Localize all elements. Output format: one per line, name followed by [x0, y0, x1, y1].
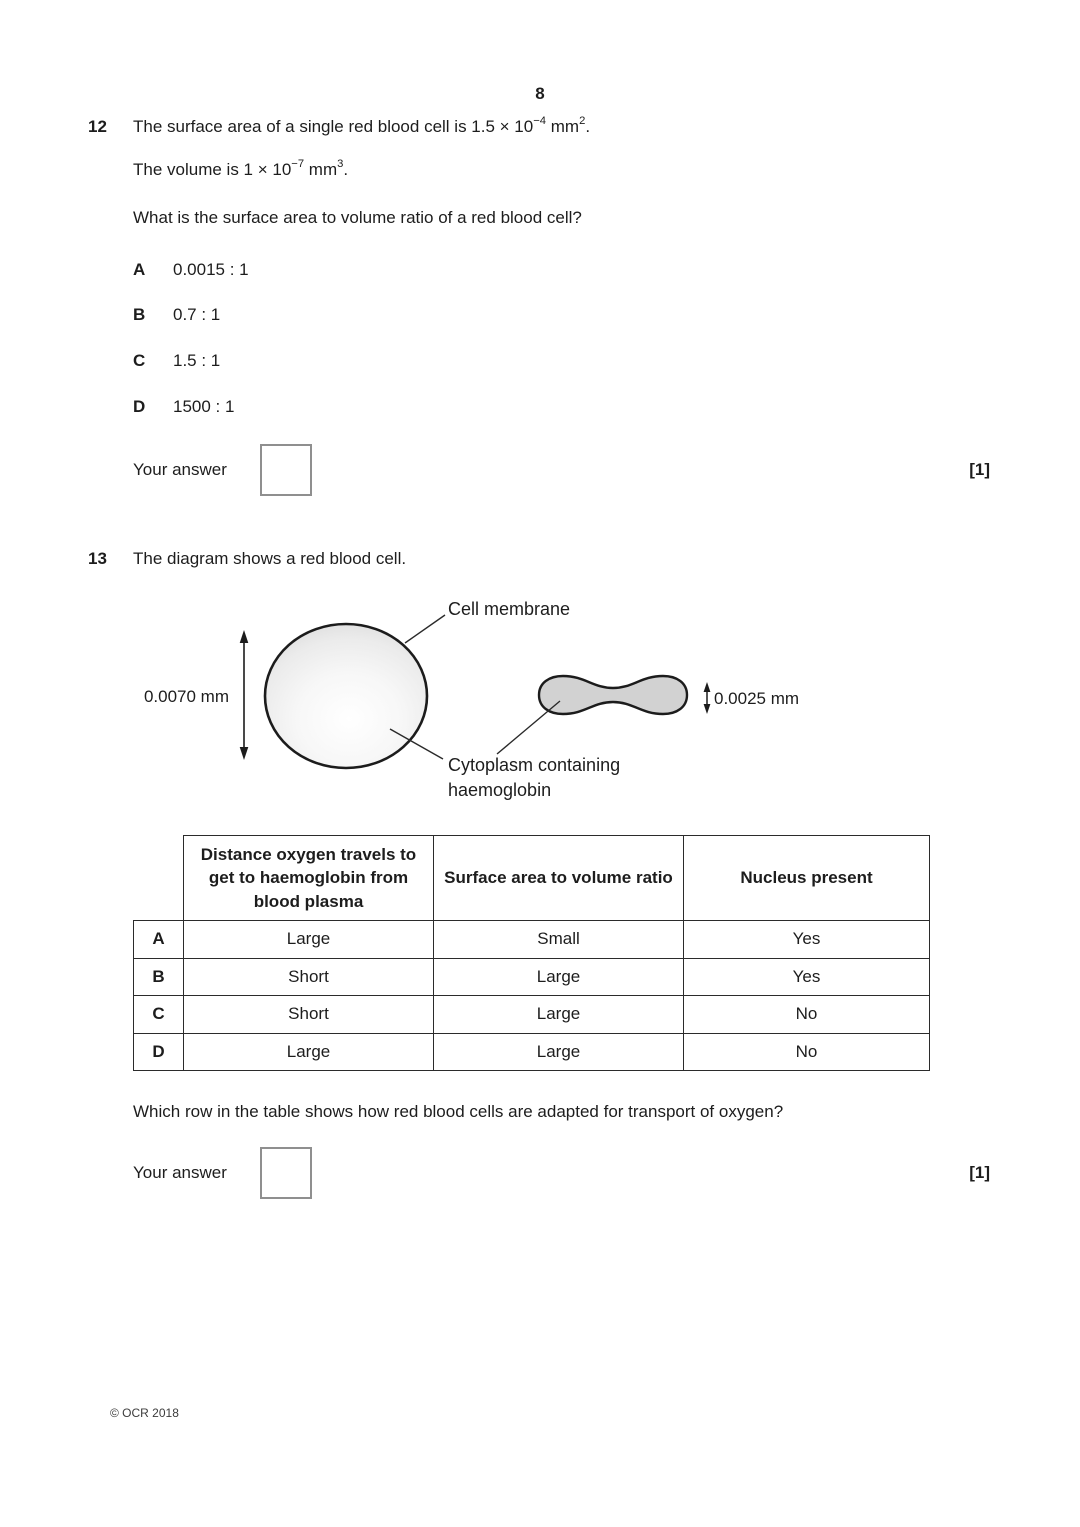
table-row-c-nucleus: No — [684, 996, 930, 1034]
q12-answer-box[interactable] — [260, 444, 312, 496]
red-blood-cell-side-view — [539, 676, 687, 714]
table-row-b-nucleus: Yes — [684, 958, 930, 996]
red-blood-cell-top-view — [265, 624, 427, 768]
q12-question-text: What is the surface area to volume ratio of a red blood cell? — [133, 208, 582, 227]
diameter-dimension-arrow — [240, 630, 249, 760]
table-row-c-distance: Short — [184, 996, 434, 1034]
q12-line2-unit: mm — [304, 160, 338, 179]
q12-marks-badge: [1] — [969, 460, 990, 479]
q12-line1-unit-power: 2 — [579, 115, 586, 128]
table-header-distance: Distance oxygen travels to get to haemoglobin from blood plasma — [184, 836, 434, 921]
q12-option-d-letter: D — [133, 397, 146, 416]
table-corner-cell — [134, 836, 184, 921]
table-row-a-letter: A — [134, 921, 184, 959]
cell-membrane-leader-line — [405, 615, 445, 643]
q13-answer-box[interactable] — [260, 1147, 312, 1199]
q12-line1-exponent: −4 — [533, 115, 547, 128]
table-row-d-letter: D — [134, 1033, 184, 1071]
q13-number: 13 — [88, 549, 107, 568]
q13-table — [133, 835, 930, 1071]
q13-marks-badge: [1] — [969, 1163, 990, 1182]
table-row-d-nucleus: No — [684, 1033, 930, 1071]
q12-answer-label: Your answer — [133, 460, 227, 479]
table-row-b-distance: Short — [184, 958, 434, 996]
table-row-a-distance: Large — [184, 921, 434, 959]
table-row — [134, 1033, 930, 1071]
table-header-sa-volume: Surface area to volume ratio — [434, 836, 684, 921]
q12-option-b-value: 0.7 : 1 — [173, 305, 221, 324]
table-row-b-letter: B — [134, 958, 184, 996]
q12-line1-period: . — [585, 117, 591, 136]
q12-line2-unit-power: 3 — [337, 158, 344, 171]
q13-question-text: Which row in the table shows how red blood cells are adapted for transport of oxygen? — [133, 1102, 784, 1121]
q12-number: 12 — [88, 117, 107, 136]
q12-line2-text: The volume is 1 × 10 — [133, 160, 292, 179]
table-header-row — [134, 836, 930, 921]
table-row-a-ratio: Small — [434, 921, 684, 959]
page-number: 8 — [535, 84, 545, 103]
table-row-c-ratio: Large — [434, 996, 684, 1034]
q12-statement-line1 — [133, 116, 590, 138]
thickness-dimension-label: 0.0025 mm — [714, 689, 800, 708]
cell-membrane-label: Cell membrane — [448, 599, 571, 619]
q12-statement-line2 — [133, 159, 348, 181]
cytoplasm-label: Cytoplasm containing haemoglobin — [448, 755, 621, 800]
q12-option-a-value: 0.0015 : 1 — [173, 260, 249, 279]
table-row-b-ratio: Large — [434, 958, 684, 996]
diameter-dimension-label: 0.0070 mm — [143, 687, 229, 706]
copyright-notice: © OCR 2018 — [110, 1406, 179, 1420]
thickness-dimension-arrow — [704, 682, 711, 714]
q12-line2-period: . — [343, 160, 349, 179]
table-row — [134, 921, 930, 959]
q12-line2-exponent: −7 — [291, 158, 305, 171]
q13-answer-label: Your answer — [133, 1163, 227, 1182]
table-row-d-ratio: Large — [434, 1033, 684, 1071]
q12-option-d-value: 1500 : 1 — [173, 397, 235, 416]
q12-option-c-value: 1.5 : 1 — [173, 351, 221, 370]
q12-line1-text: The surface area of a single red blood cell is 1.5 × 10 — [133, 117, 534, 136]
table-row — [134, 958, 930, 996]
table-row-d-distance: Large — [184, 1033, 434, 1071]
table-row-c-letter: C — [134, 996, 184, 1034]
q12-option-a-letter: A — [133, 260, 146, 279]
q12-line1-unit: mm — [546, 117, 580, 136]
table-row — [134, 996, 930, 1034]
cytoplasm-leader-line-side-view — [497, 701, 560, 754]
table-header-nucleus: Nucleus present — [684, 836, 930, 921]
q12-option-c-letter: C — [133, 351, 146, 370]
q12-option-b-letter: B — [133, 305, 146, 324]
table-row-a-nucleus: Yes — [684, 921, 930, 959]
q13-intro-text: The diagram shows a red blood cell. — [133, 549, 407, 568]
